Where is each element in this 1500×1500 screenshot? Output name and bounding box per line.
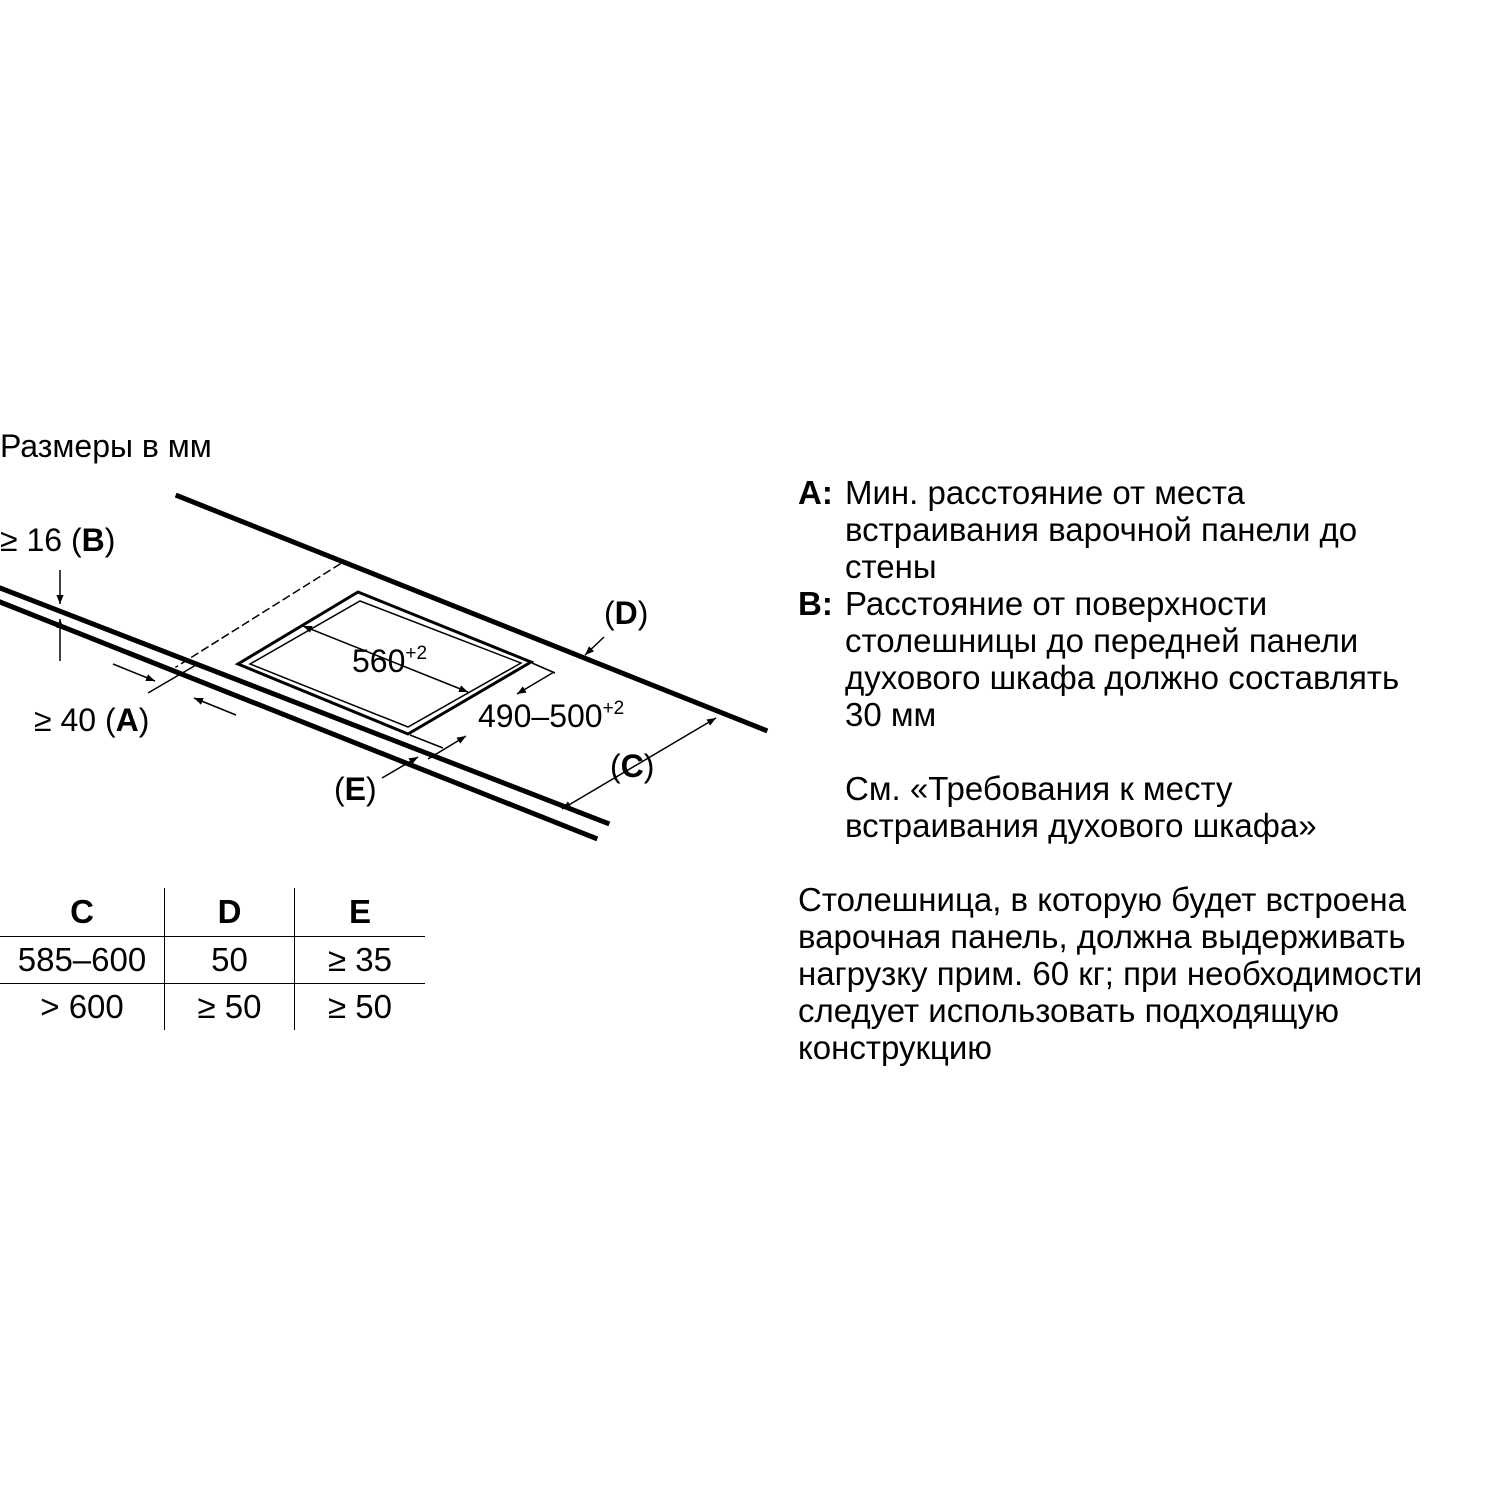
depth-arrow-back xyxy=(532,663,555,673)
label-cutout-depth: $490-500^{+2}$ xyxy=(478,698,625,734)
a-dimension-arrow-left xyxy=(113,664,155,681)
legend-key: B: xyxy=(798,585,833,622)
legend-text-line: встраивания варочной панели до xyxy=(845,511,1358,548)
note-text-line: следует использовать подходящую xyxy=(798,992,1339,1029)
label-a-dimension: ≥ 40 (A) xyxy=(34,702,150,738)
label-d: (D) xyxy=(604,595,649,631)
label-e: (E) xyxy=(334,771,377,807)
legend xyxy=(798,474,1399,844)
dimensions-table xyxy=(0,888,425,1030)
legend-text-line: столешницы до передней панели xyxy=(845,622,1359,659)
note-text-line: варочная панель, должна выдерживать xyxy=(798,918,1406,955)
legend-text-line: См. «Требования к месту xyxy=(845,770,1233,807)
a-dimension-arrow-right xyxy=(194,698,236,715)
table-row xyxy=(0,984,425,1031)
legend-item-b xyxy=(798,585,1399,733)
label-c: (C) xyxy=(610,748,655,784)
dimensions-title: Размеры в мм xyxy=(0,428,212,464)
note-text-line: нагрузку прим. 60 кг; при необходимости xyxy=(798,955,1423,992)
table-cell: 585–600 xyxy=(0,937,165,984)
legend-text-line: духового шкафа должно составлять xyxy=(845,659,1400,696)
table-cell: ≥ 50 xyxy=(295,984,426,1031)
legend-key: A: xyxy=(798,474,833,511)
table-header-row xyxy=(0,888,425,937)
legend-text-line: Мин. расстояние от места xyxy=(845,474,1245,511)
note-text-line: конструкцию xyxy=(798,1029,993,1066)
table-header-c: C xyxy=(70,893,94,930)
legend-see-reference xyxy=(798,770,1399,844)
depth-arrow-line xyxy=(517,672,554,694)
countertop-back-edge xyxy=(178,496,765,734)
legend-item-a xyxy=(798,474,1399,585)
table-cell: > 600 xyxy=(40,988,124,1025)
table-cell: ≥ 35 xyxy=(295,937,426,984)
table-header-e: E xyxy=(295,888,426,937)
legend-text-line: Расстояние от поверхности xyxy=(845,585,1268,622)
label-b-dimension: ≥ 16 (B) xyxy=(0,522,116,558)
legend-text-line: встраивания духового шкафа» xyxy=(845,807,1317,844)
legend-text-line: стены xyxy=(845,548,937,585)
label-cutout-width: $560^{+2}$ xyxy=(352,643,428,679)
legend-text-line: 30 мм xyxy=(845,696,937,733)
table-row xyxy=(0,937,425,984)
note-text-line: Столешница, в которую будет встроена xyxy=(798,881,1406,918)
load-note xyxy=(798,881,1422,1066)
table-cell: ≥ 50 xyxy=(165,984,295,1031)
depth-arrow-line-2 xyxy=(428,736,466,759)
d-leader xyxy=(585,637,604,655)
table-header-d: D xyxy=(165,888,295,937)
table-cell: 50 xyxy=(165,937,295,984)
